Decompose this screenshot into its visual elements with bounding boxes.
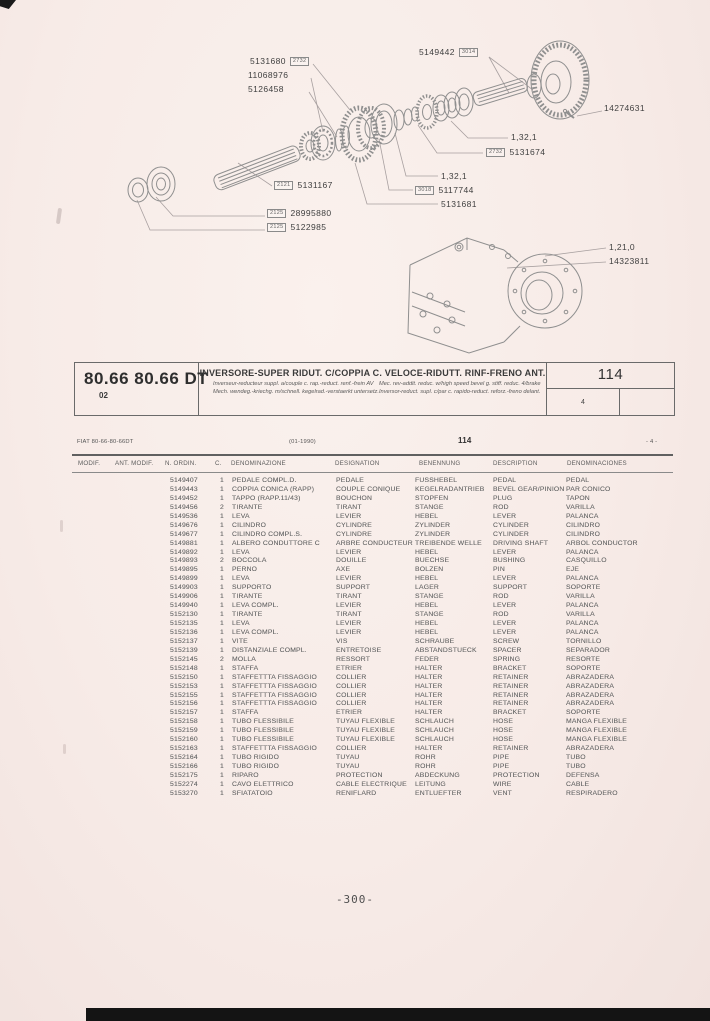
table-row: 5152160 1 TUBO FLESSIBILE TUYAU FLEXIBLE SCHLAUCH HOSE MANGA FLEXIBLE	[170, 736, 627, 744]
table-row: 5149452 1 TAPPO (RAPP.11/43) BOUCHON STOPFEN PLUG TAPON	[170, 494, 590, 502]
part-number: 5131681	[441, 199, 477, 209]
table-row: 5152164 1 TUBO RIGIDO TUYAU ROHR PIPE TUBO	[170, 754, 586, 762]
divider	[72, 472, 673, 473]
table-row: 5152159 1 TUBO FLESSIBILE TUYAU FLEXIBLE SCHLAUCH HOSE MANGA FLEXIBLE	[170, 727, 627, 735]
table-row: 5152163 1 STAFFETTTA FISSAGGIO COLLIER HALTER RETAINER ABRAZADERA	[170, 745, 615, 753]
table-row: 5152153 1 STAFFETTTA FISSAGGIO COLLIER HALTER RETAINER ABRAZADERA	[170, 682, 615, 690]
table-row: 5152139 1 DISTANZIALE COMPL. ENTRETOISE ABSTANDSTUECK SPACER SEPARADOR	[170, 646, 610, 654]
part-number: 5117744	[438, 185, 474, 195]
part-callout	[274, 180, 333, 190]
callout-leader-lines	[137, 57, 606, 268]
page-number: -300-	[335, 893, 375, 906]
table-row: 5152157 1 STAFFA ETRIER HALTER BRACKET SOPORTE	[170, 709, 601, 717]
table-row: 5149895 1 PERNO AXE BOLZEN PIN EJE	[170, 566, 580, 574]
table-row: 5152175 1 RIPARO PROTECTION ABDECKUNG PROTECTION DEFENSA	[170, 771, 600, 779]
part-number: 14274631	[604, 103, 646, 113]
col-header-description: DESCRIPTION	[493, 460, 538, 467]
table-row: 5152166 1 TUBO RIGIDO TUYAU ROHR PIPE TUBO	[170, 763, 586, 770]
model-code: 80.66 80.66 DT	[84, 369, 209, 388]
part-number: 5126458	[248, 84, 284, 94]
part-callout	[267, 222, 326, 232]
table-row: 5149899 1 LEVA LEVIER HEBEL LEVER PALANCA	[170, 575, 599, 583]
part-ref-box: 3014	[459, 48, 478, 57]
meta-model-code: FIAT 80-66-80-66DT	[77, 439, 134, 445]
part-callout	[415, 185, 474, 195]
model-cell	[75, 363, 209, 415]
table-row: 5152158 1 TUBO FLESSIBILE TUYAU FLEXIBLE SCHLAUCH HOSE MANGA FLEXIBLE	[170, 718, 627, 726]
part-number: 5131674	[509, 147, 546, 157]
part-callout	[609, 256, 649, 266]
page-ref-sub: 4	[547, 389, 620, 415]
table-row: 5152155 1 STAFFETTTA FISSAGGIO COLLIER HALTER RETAINER ABRAZADERA	[170, 691, 615, 699]
table-row: 5149903 1 SUPPORTO SUPPORT LAGER SUPPORT SOPORTE	[170, 584, 601, 592]
ratio-callout	[511, 132, 537, 142]
page-ref-number: 114	[597, 366, 624, 383]
table-row: 5149407 1 PEDALE COMPL.D. PEDALE FUSSHEBEL PEDAL PEDAL	[170, 477, 590, 484]
meta-sheet-number: - 4 -	[646, 439, 658, 445]
meta-date-range: (01-1990)	[289, 439, 316, 445]
table-row: 5152137 1 VITE VIS SCHRAUBE SCREW TORNILLO	[170, 637, 602, 645]
part-number: 11068976	[248, 70, 289, 80]
page-ref-lower	[547, 388, 674, 415]
section-title-cell	[199, 363, 547, 415]
table-row: 5152156 1 STAFFETTTA FISSAGGIO COLLIER HALTER RETAINER ABRAZADERA	[170, 700, 615, 708]
col-header-denominaciones: DENOMINACIONES	[567, 460, 627, 467]
col-header-c: C.	[215, 460, 222, 467]
col-header-designation: DESIGNATION	[335, 460, 380, 467]
part-number: 5122985	[290, 222, 327, 232]
table-row: 5152136 1 LEVA COMPL. LEVIER HEBEL LEVER PALANCA	[170, 628, 599, 636]
table-row: 5149892 1 LEVA LEVIER HEBEL LEVER PALANCA	[170, 548, 599, 556]
part-number: 5131680	[250, 56, 286, 66]
part-ref-box: 2121	[274, 181, 293, 190]
housing-drawing	[408, 238, 582, 353]
ratio-callout	[441, 171, 467, 181]
exploded-parts-diagram	[0, 0, 710, 360]
part-number: 5131167	[297, 180, 333, 190]
col-header-n-ordin: N. ORDIN.	[165, 460, 197, 467]
part-number: 5149442	[419, 47, 455, 57]
part-number: 28995880	[290, 208, 332, 218]
table-row: 5152148 1 STAFFA ETRIER HALTER BRACKET SOPORTE	[170, 664, 601, 672]
col-header-benennung: BENENNUNG	[419, 460, 461, 467]
page-ref-cell	[547, 363, 674, 415]
ratio-value: 1,21,0	[609, 242, 636, 252]
ratio-value: 1,32,1	[511, 132, 538, 142]
table-row: 5149456 2 TIRANTE TIRANT STANGE ROD VARILLA	[170, 503, 595, 511]
part-callout	[419, 47, 478, 57]
part-callout	[441, 199, 477, 209]
part-callout	[604, 103, 645, 113]
section-title: INVERSORE-SUPER RIDUT. C/COPPIA C. VELOCE-RIDUTT. RINF-FRENO ANT.	[199, 368, 546, 378]
table-row: 5152145 2 MOLLA RESSORT FEDER SPRING RESORTE	[170, 655, 601, 663]
table-row: 5152130 1 TIRANTE TIRANT STANGE ROD VARILLA	[170, 611, 595, 619]
col-header-ant-modif: ANT. MODIF.	[115, 460, 154, 467]
table-row: 5152274 1 CAVO ELETTRICO CABLE ELECTRIQUE LEITUNG WIRE CABLE	[170, 780, 590, 788]
table-row: 5149677 1 CILINDRO COMPL.S. CYLINDRE ZYLINDER CYLINDER CILINDRO	[170, 530, 601, 538]
meta-page-ref: 114	[458, 436, 472, 445]
section-subtitle-right: Mec. rev-addit. reduc. w/high speed bevel g. stiff. reduc. 4/brake Inversor-reduct. supl. c/par c. rapido-reduct. reforz.-freno delant.	[378, 381, 541, 395]
table-row: 5149906 1 TIRANTE TIRANT STANGE ROD VARILLA	[170, 593, 595, 601]
model-variant: 02	[99, 391, 108, 400]
part-callout	[486, 147, 545, 157]
ratio-value: 1,32,1	[441, 171, 468, 181]
table-row: 5149893 2 BOCCOLA DOUILLE BUECHSE BUSHING CASQUILLO	[170, 557, 607, 565]
part-callout	[250, 56, 309, 66]
table-body	[0, 477, 710, 799]
table-row: 5149940 1 LEVA COMPL. LEVIER HEBEL LEVER PALANCA	[170, 602, 599, 610]
table-row: 5149536 1 LEVA LEVIER HEBEL LEVER PALANCA	[170, 512, 599, 520]
part-ref-box: 3018	[415, 186, 434, 195]
table-row: 5152135 1 LEVA LEVIER HEBEL LEVER PALANCA	[170, 620, 599, 627]
part-callout	[267, 208, 331, 218]
part-ref-box: 2125	[267, 209, 286, 218]
section-header-band	[74, 362, 675, 416]
ratio-callout	[609, 242, 635, 252]
table-row: 5152150 1 STAFFETTTA FISSAGGIO COLLIER HALTER RETAINER ABRAZADERA	[170, 673, 615, 681]
table-row: 5149881 1 ALBERO CONDUTTORE C ARBRE CONDUCTEUR TREIBENDE WELLE DRIVING SHAFT ARBOL CONDUCTOR	[170, 539, 638, 547]
table-row: 5149676 1 CILINDRO CYLINDRE ZYLINDER CYLINDER CILINDRO	[170, 521, 601, 529]
part-ref-box: 2732	[486, 148, 505, 157]
table-row: 5149443 1 COPPIA CONICA (RAPP) COUPLE CONIQUE KEGELRADANTRIEB BEVEL GEAR/PINION PAR CONICO	[170, 485, 611, 493]
part-number: 14323811	[609, 256, 650, 266]
col-header-denominazione: DENOMINAZIONE	[231, 460, 286, 467]
divider	[72, 454, 673, 456]
section-subtitle-left: Inverseur-reducteur suppl. a/couple c. rap.-reduct. renf.-frein AV Mech. wendeg.-kriechg. m/schnell. kegelrad.-verstaerkt untersetz.	[213, 381, 379, 395]
part-callout	[248, 84, 284, 94]
gear-train-drawing	[128, 41, 589, 202]
part-callout	[248, 70, 288, 80]
table-row: 5153270 1 SFIATATOIO RENIFLARD ENTLUEFTER VENT RESPIRADERO	[170, 789, 618, 797]
scan-edge-bar	[86, 1008, 710, 1021]
part-ref-box: 2125	[267, 223, 286, 232]
col-header-modif: MODIF.	[78, 460, 101, 467]
part-ref-box: 2732	[290, 57, 309, 66]
